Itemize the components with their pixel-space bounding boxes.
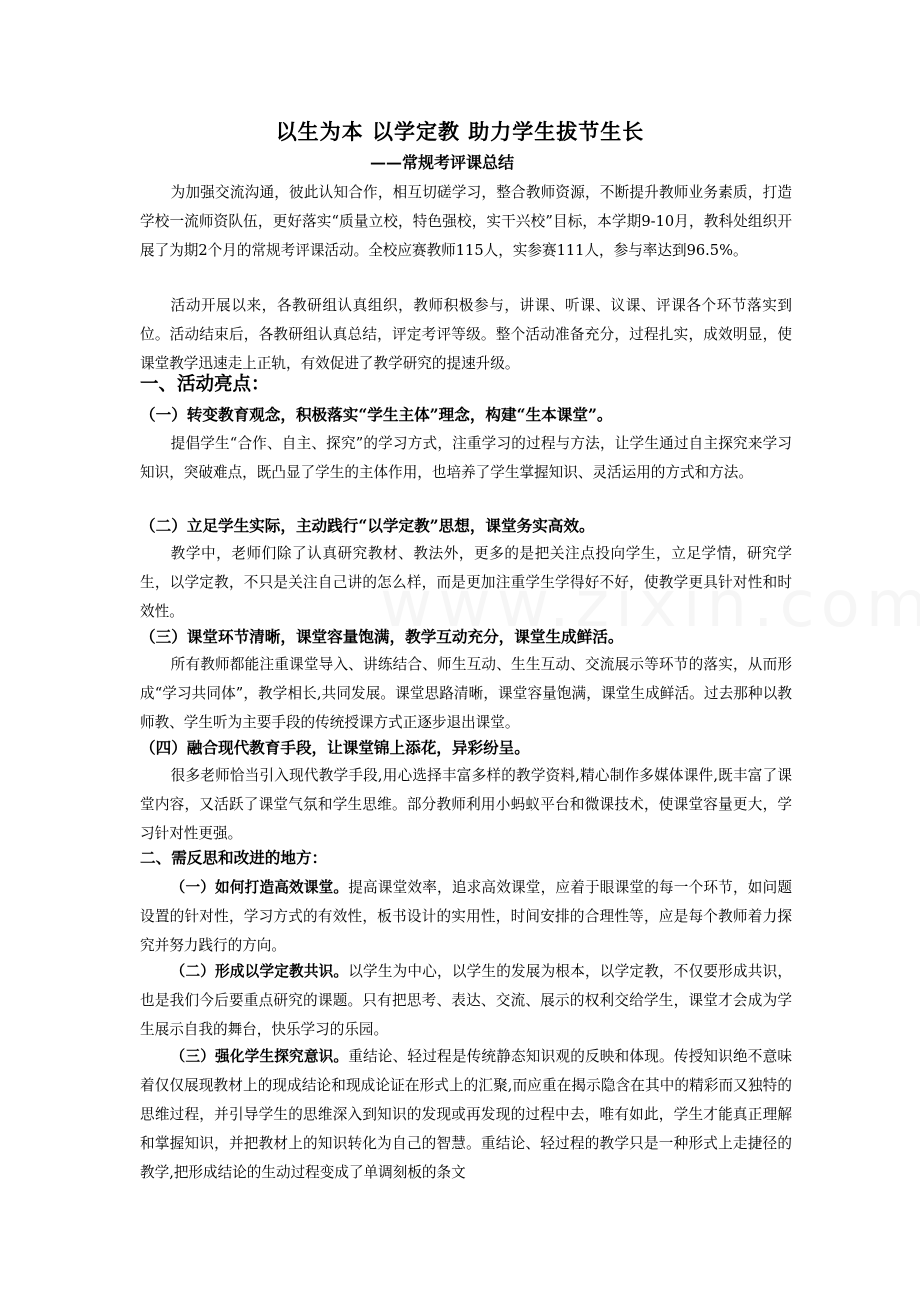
improvement-3-text: 重结论、轻过程是传统静态知识观的反映和体现。传授知识绝不意味着仅仅展现教材上的现成结论和现成论证在形式上的汇聚,而应重在揭示隐含在其中的精彩而又独特的思维过程，并引导学生的思维深入到知识的发现或再发现的过程中去，唯有如此，学生才能真正理解和掌握知识，并把教材上的知识转化为自己的智慧。重结论、轻过程的教学只是一种形式上走捷径的教学,把形成结论的生动过程变成了单调刻板的条文 [140,1048,792,1181]
highlight-4-text: 很多老师恰当引入现代教学手段,用心选择丰富多样的教学资料,精心制作多媒体课件,既丰富了课堂内容，又活跃了课堂气氛和学生思维。部分教师利用小蚂蚁平台和微课技术，使课堂容量更大，学习针对性更强。 [140,767,792,842]
improvement-1 [140,873,792,960]
improvement-1-text: 提高课堂效率，追求高效课堂，应着于眼课堂的每一个环节，如问题设置的针对性，学习方式的有效性，板书设计的实用性，时间安排的合理性等，应是每个教师着力探究并努力践行的方向。 [140,879,792,954]
highlight-4-heading: （四）融合现代教育手段，让课堂锦上添花，异彩纷呈。 [140,738,530,757]
highlight-1-text: 提倡学生“合作、自主、探究”的学习方式，注重学习的过程与方法，让学生通过自主探究来学习知识，突破难点，既凸显了学生的主体作用，也培养了学生掌握知识、灵活运用的方式和方法。 [140,435,792,481]
improvement-1-lead: （一）如何打造高效课堂。 [170,879,349,896]
improvement-2-text: 以学生为中心，以学生的发展为根本，以学定教，不仅要形成共识，也是我们今后要重点研究的课题。只有把思考、表达、交流、展示的权利交给学生，课堂才会成为学生展示自我的舞台，快乐学习的乐园。 [140,963,792,1038]
document-title: 以生为本 以学定教 助力学生拔节生长 [275,119,645,144]
highlight-3-text: 所有教师都能注重课堂导入、讲练结合、师生互动、生生互动、交流展示等环节的落实，从而形成“学习共同体”，教学相长,共同发展。课堂思路清晰，课堂容量饱满，课堂生成鲜活。过去那种以教师教、学生听为主要手段的传统授课方式正逐步退出课堂。 [140,656,792,731]
improvement-3-lead: （三）强化学生探究意识。 [170,1048,349,1065]
intro-paragraph-1: 为加强交流沟通，彼此认知合作，相互切磋学习，整合教师资源，不断提升教师业务素质，打造学校一流师资队伍，更好落实“质量立校，特色强校，实干兴校”目标，本学期9-10月，教科处组织开展了为期2个月的常规考评课活动。全校应赛教师115人，实参赛111人，参与率达到96.5%。 [140,184,792,259]
improvement-2-lead: （二）形成以学定教共识。 [170,963,349,980]
highlight-2-text: 教学中，老师们除了认真研究教材、教法外，更多的是把关注点投向学生，立足学情，研究学生，以学定教，不只是关注自己讲的怎么样，而是更加注重学生学得好不好，使教学更具针对性和时效性。 [140,545,792,620]
section-2-heading: 二、需反思和改进的地方： [140,848,328,867]
improvement-2 [140,957,792,1044]
document-subtitle: ——常规考评课总结 [370,153,515,172]
intro-paragraph-2: 活动开展以来，各教研组认真组织，教师积极参与，讲课、听课、议课、评课各个环节落实到位。活动结束后，各教研组认真总结，评定考评等级。整个活动准备充分，过程扎实，成效明显，使课堂教学迅速走上正轨，有效促进了教学研究的提速升级。 [140,297,792,372]
improvement-3 [140,1042,792,1187]
section-1-heading: 一、活动亮点： [140,374,270,395]
highlight-3-heading: （三）课堂环节清晰，课堂容量饱满，教学互动充分，课堂生成鲜活。 [140,627,624,646]
highlight-2-heading: （二）立足学生实际，主动践行“以学定教”思想，课堂务实高效。 [140,516,595,535]
highlight-1-heading: （一）转变教育观念，积极落实“学生主体”理念，构建“生本课堂”。 [140,405,613,424]
